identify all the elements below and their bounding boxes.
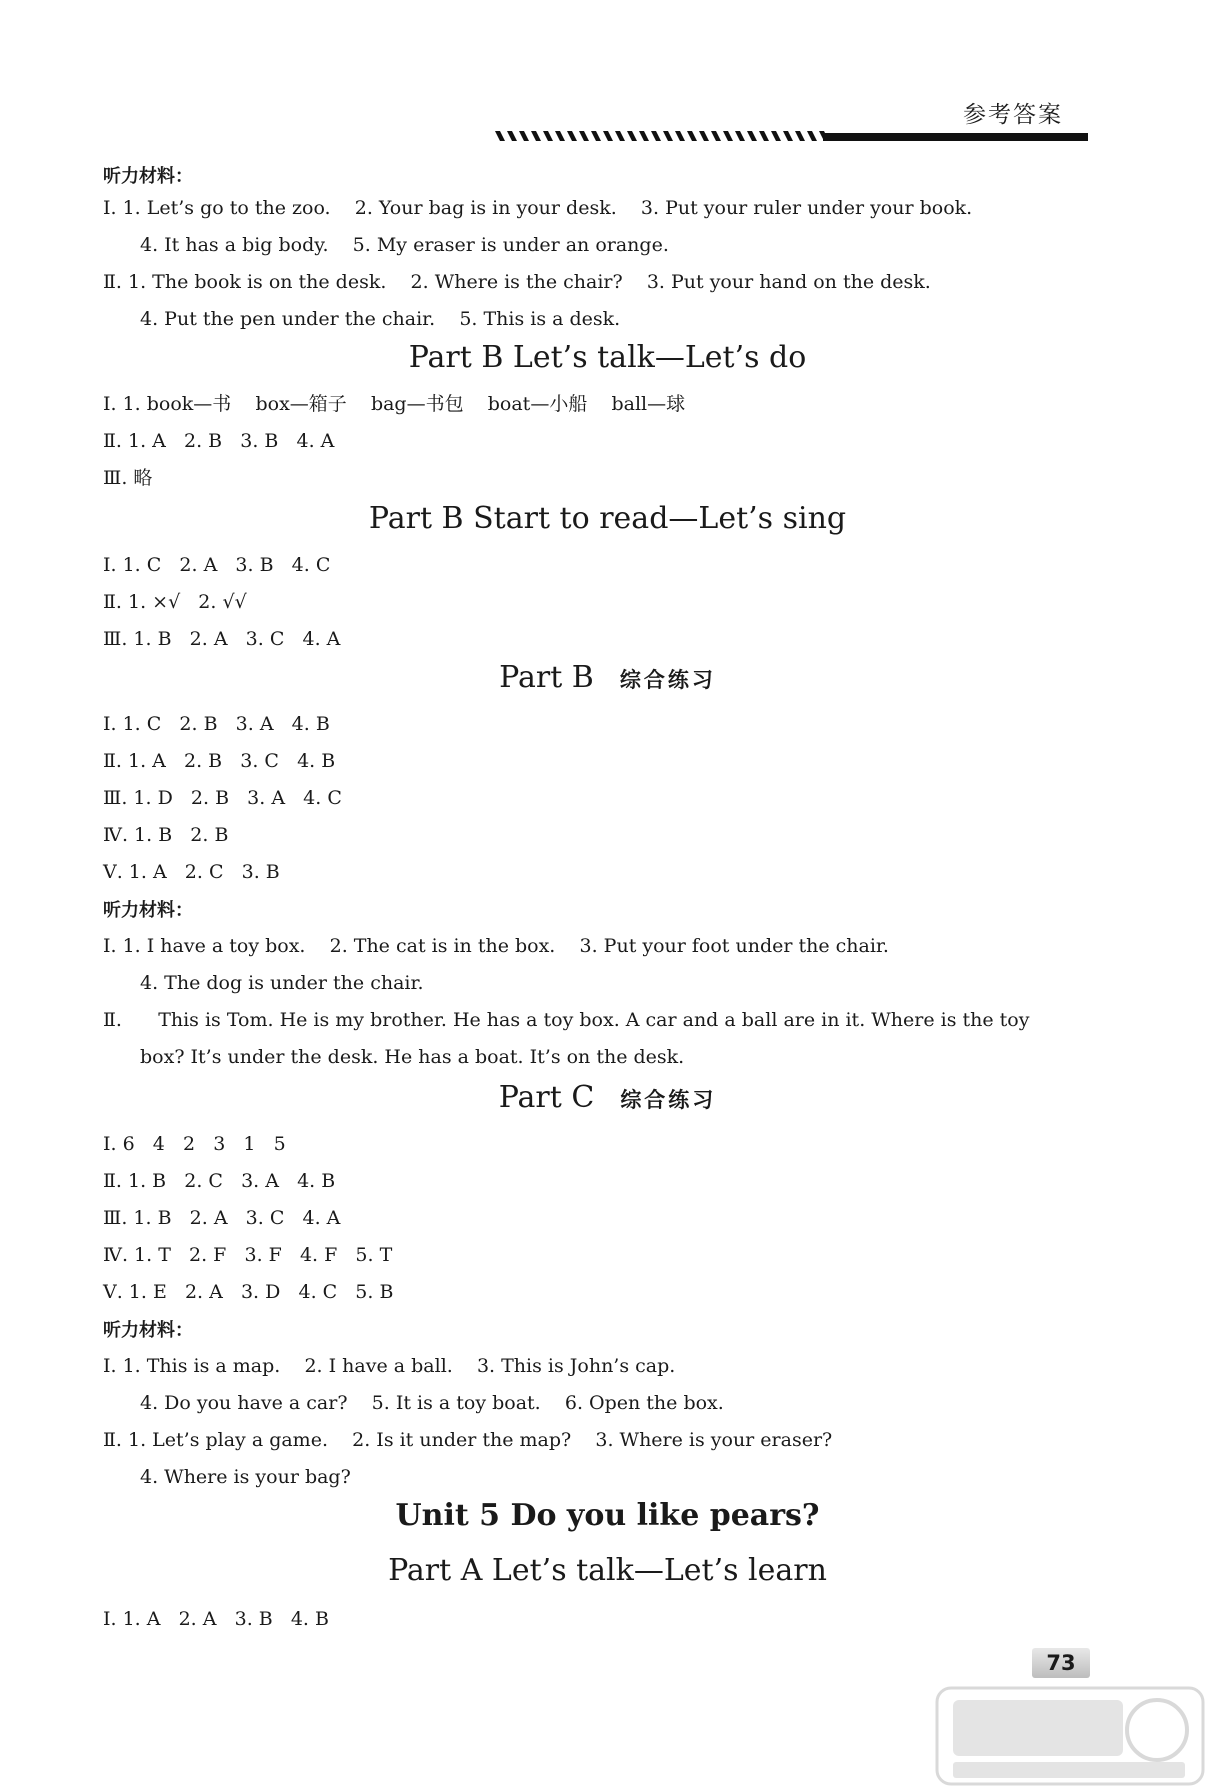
header-stripe (675, 131, 685, 141)
header-stripe (531, 131, 541, 141)
header-stripe (723, 131, 733, 141)
answer-line: Ⅱ. 1. The book is on the desk. 2. Where is the chair? 3. Put your hand on the desk. (103, 271, 931, 293)
answer-line: Ⅰ. 1. A 2. A 3. B 4. B (103, 1608, 329, 1630)
header-stripe (579, 131, 589, 141)
answer-line: Ⅲ. 1. B 2. A 3. C 4. A (103, 1207, 341, 1229)
header-stripe (711, 131, 721, 141)
header-stripe (759, 131, 769, 141)
answer-line: Ⅰ. 1. C 2. A 3. B 4. C (103, 554, 331, 576)
header-stripe (507, 131, 517, 141)
answer-line: Ⅰ. 1. C 2. B 3. A 4. B (103, 713, 330, 735)
header-stripe (615, 131, 625, 141)
header-stripe (807, 131, 817, 141)
header-stripe (495, 131, 505, 141)
header-decoration (493, 130, 1088, 142)
header-stripe (519, 131, 529, 141)
section-heading-cn: 综合练习 (619, 668, 716, 692)
header-stripe (783, 131, 793, 141)
answer-line: Ⅰ. 6 4 2 3 1 5 (103, 1133, 286, 1155)
answer-line: 4. The dog is under the chair. (140, 972, 424, 994)
header-stripe (591, 131, 601, 141)
answer-line: Ⅰ. 1. Let’s go to the zoo. 2. Your bag is in your desk. 3. Put your ruler under your book. (103, 197, 973, 219)
header-title: 参考答案 (963, 102, 1063, 128)
header-stripe (735, 131, 745, 141)
answer-line: Ⅱ. This is Tom. He is my brother. He has a toy box. A car and a ball are in it. Where is the toy (103, 1009, 1030, 1031)
header-stripe (699, 131, 709, 141)
answer-line: Ⅱ. 1. A 2. B 3. C 4. B (103, 750, 336, 772)
section-heading-part: Part C (498, 1080, 595, 1115)
header-stripe (795, 131, 805, 141)
answer-line: Ⅲ. 略 (103, 467, 153, 489)
section-heading: Part B Start to read—Let’s sing (368, 501, 847, 536)
answer-line: Ⅱ. 1. Let’s play a game. 2. Is it under the map? 3. Where is your eraser? (103, 1429, 833, 1451)
listening-label: 听力材料： (103, 166, 193, 187)
header-stripe (747, 131, 757, 141)
header-stripe (651, 131, 661, 141)
header-stripe (771, 131, 781, 141)
answer-line: Ⅳ. 1. B 2. B (103, 824, 229, 846)
answer-line: Ⅴ. 1. A 2. C 3. B (103, 861, 280, 883)
page-number: 73 (1032, 1648, 1090, 1678)
listening-label: 听力材料： (103, 1320, 193, 1341)
section-heading-part: Part B (499, 660, 594, 695)
answer-line: 4. Put the pen under the chair. 5. This is a desk. (140, 308, 621, 330)
listening-label: 听力材料： (103, 900, 193, 921)
answer-line: Ⅳ. 1. T 2. F 3. F 4. F 5. T (103, 1244, 393, 1266)
answer-line: Ⅰ. 1. book—书 box—箱子 bag—书包 boat—小船 ball—球 (103, 393, 686, 415)
header-stripe (687, 131, 697, 141)
header-stripe (627, 131, 637, 141)
header-stripe (555, 131, 565, 141)
header-stripe (543, 131, 553, 141)
section-heading: Part B Let’s talk—Let’s do (408, 340, 807, 375)
answer-line: 4. Do you have a car? 5. It is a toy boat. 6. Open the box. (140, 1392, 724, 1414)
answer-line: Ⅱ. 1. ×√ 2. √√ (103, 591, 247, 613)
section-heading-cn: 综合练习 (620, 1088, 717, 1112)
answer-line: 4. It has a big body. 5. My eraser is under an orange. (140, 234, 669, 256)
answer-line: Ⅲ. 1. B 2. A 3. C 4. A (103, 628, 341, 650)
answer-line: Ⅱ. 1. A 2. B 3. B 4. A (103, 430, 335, 452)
answer-line: Ⅴ. 1. E 2. A 3. D 4. C 5. B (103, 1281, 394, 1303)
answer-line: Ⅰ. 1. This is a map. 2. I have a ball. 3. This is John’s cap. (103, 1355, 676, 1377)
answer-line: box? It’s under the desk. He has a boat. It’s on the desk. (140, 1046, 685, 1068)
answer-line: Ⅲ. 1. D 2. B 3. A 4. C (103, 787, 342, 809)
header-stripe (603, 131, 613, 141)
answer-line: Ⅰ. 1. I have a toy box. 2. The cat is in the box. 3. Put your foot under the chair. (103, 935, 889, 957)
header-stripe (567, 131, 577, 141)
answer-line: 4. Where is your bag? (140, 1466, 351, 1488)
watermark-logo (935, 1686, 1205, 1786)
header-stripe (639, 131, 649, 141)
unit-heading: Unit 5 Do you like pears? (395, 1498, 820, 1533)
header-stripe (663, 131, 673, 141)
section-heading (0, 1080, 1215, 1118)
answer-line: Ⅱ. 1. B 2. C 3. A 4. B (103, 1170, 336, 1192)
section-heading (0, 660, 1215, 698)
section-heading: Part A Let’s talk—Let’s learn (388, 1553, 827, 1588)
